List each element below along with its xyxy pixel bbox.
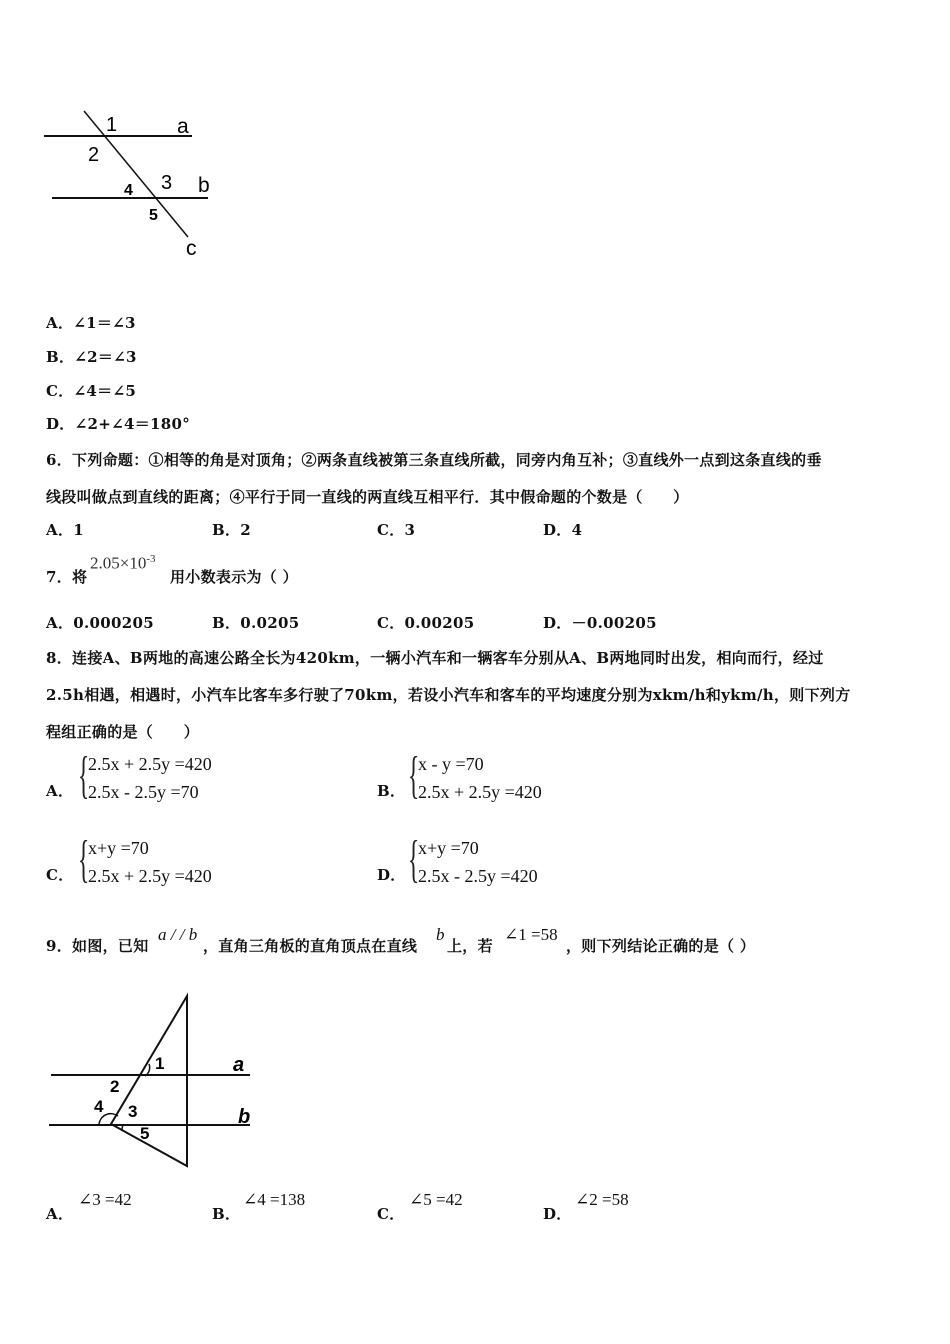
- q8-stem-line2: 2.5h相遇，相遇时，小汽车比客车多行驶了70km，若设小汽车和客车的平均速度分别为xkm/h和ykm/h，则下列方: [46, 686, 851, 704]
- q7-suffix: 用小数表示为（ ）: [170, 568, 298, 586]
- fig5-label-a: a: [177, 115, 189, 138]
- q9-mid: ，直角三角板的直角顶点在直线: [203, 937, 418, 955]
- q8-option-c-eq1: x+y =70: [88, 838, 149, 858]
- option-text: －0.00205: [571, 614, 657, 632]
- option-text: ∠2+∠4＝180°: [74, 415, 190, 433]
- q7-base: 10: [129, 553, 147, 573]
- q8-option-a-brace: {: [78, 747, 90, 804]
- option-letter: A．: [46, 614, 74, 632]
- q8-option-b-brace: {: [408, 747, 420, 804]
- option-letter: B．: [212, 521, 241, 539]
- option-letter: C．: [377, 521, 405, 539]
- q5-option-d[interactable]: [46, 413, 190, 434]
- q7-times: ×: [119, 553, 130, 573]
- q9-option-b-text[interactable]: ∠4 =138: [243, 1190, 306, 1209]
- q7-option-d[interactable]: [543, 612, 657, 633]
- q5-option-c[interactable]: [46, 380, 136, 401]
- q9-option-b-letter[interactable]: B．: [212, 1205, 241, 1223]
- q8-option-a-letter[interactable]: A．: [46, 782, 74, 800]
- option-letter: D．: [543, 521, 572, 539]
- q6-option-b[interactable]: [212, 519, 251, 540]
- q5-option-a[interactable]: [46, 312, 136, 333]
- q5-option-b[interactable]: [46, 346, 137, 367]
- fig5-label-2: 2: [88, 144, 100, 166]
- fig9-label-4: 4: [94, 1097, 104, 1116]
- option-letter: B．: [212, 614, 241, 632]
- q7-exponent: -3: [146, 553, 156, 565]
- q6-stem-line2: 线段叫做点到直线的距离；④平行于同一直线的两直线互相平行．其中假命题的个数是（ ）: [46, 488, 689, 506]
- option-text: ∠2＝∠3: [74, 348, 137, 366]
- q7-mantissa: 2.05: [90, 553, 120, 573]
- option-letter: C．: [46, 382, 74, 400]
- option-letter: A．: [46, 314, 74, 332]
- angle-5-arc: [122, 1125, 123, 1130]
- q7-option-c[interactable]: [377, 612, 475, 633]
- q8-option-d-brace: {: [408, 831, 420, 888]
- q7-option-b[interactable]: [212, 612, 300, 633]
- option-text: ∠1＝∠3: [73, 314, 136, 332]
- option-text: 2: [240, 521, 252, 539]
- option-text: 0.0205: [240, 614, 300, 632]
- q8-option-d-eq1: x+y =70: [418, 838, 479, 858]
- q9-prefix: 9．如图，已知: [46, 937, 149, 955]
- q9-option-d-letter[interactable]: D．: [543, 1205, 572, 1223]
- q6-option-c[interactable]: [377, 519, 415, 540]
- q8-stem-line3: 程组正确的是（ ）: [46, 723, 200, 741]
- q9-figure: [45, 990, 270, 1170]
- option-text: 0.000205: [73, 614, 154, 632]
- q7-scientific-notation: [90, 553, 156, 574]
- option-text: 0.00205: [404, 614, 475, 632]
- option-letter: C．: [377, 614, 405, 632]
- option-letter: D．: [543, 614, 572, 632]
- fig9-label-3: 3: [128, 1102, 138, 1121]
- q9-line-var: b: [436, 925, 445, 944]
- q8-option-c-system[interactable]: [88, 834, 212, 890]
- q9-mid2: 上，若: [447, 937, 493, 955]
- option-text: 1: [73, 521, 84, 539]
- option-letter: D．: [46, 415, 75, 433]
- q9-parallel-expr: a / / b: [158, 925, 198, 944]
- option-letter: B．: [46, 348, 75, 366]
- fig5-label-1: 1: [106, 114, 118, 136]
- fig5-label-4: 4: [124, 182, 133, 199]
- q8-stem-line1: 8．连接A、B两地的高速公路全长为420km，一辆小汽车和一辆客车分别从A、B两地同时出发，相向而行，经过: [46, 649, 824, 667]
- q9-option-a-letter[interactable]: A．: [46, 1205, 74, 1223]
- q8-option-b-eq2: 2.5x + 2.5y =420: [418, 782, 542, 802]
- q8-option-a-eq1: 2.5x + 2.5y =420: [88, 754, 212, 774]
- q8-option-c-brace: {: [78, 831, 90, 888]
- q8-option-a-system[interactable]: [88, 750, 212, 806]
- fig5-label-b: b: [198, 174, 210, 197]
- q6-option-a[interactable]: [46, 519, 84, 540]
- fig9-label-1: 1: [155, 1054, 165, 1073]
- fig5-label-5: 5: [149, 207, 158, 224]
- line-c: [84, 111, 188, 237]
- q8-option-b-system[interactable]: [418, 750, 542, 806]
- q8-option-b-eq1: x - y =70: [418, 754, 484, 774]
- option-text: ∠4＝∠5: [73, 382, 137, 400]
- q9-option-a-text[interactable]: ∠3 =42: [78, 1190, 132, 1209]
- q6-option-d[interactable]: [543, 519, 582, 540]
- q6-stem-line1: 6．下列命题：①相等的角是对顶角；②两条直线被第三条直线所截，同旁内角互补；③直线外一点到这条直线的垂: [46, 451, 822, 469]
- q8-option-d-eq2: 2.5x - 2.5y =420: [418, 866, 538, 886]
- option-letter: A．: [46, 521, 74, 539]
- fig5-label-c: c: [186, 237, 197, 260]
- q9-option-c-text[interactable]: ∠5 =42: [409, 1190, 463, 1209]
- q8-option-d-system[interactable]: [418, 834, 538, 890]
- q7-prefix: 7．将: [46, 568, 88, 586]
- q7-option-a[interactable]: [46, 612, 154, 633]
- q9-given-angle: ∠1 =58: [504, 925, 558, 944]
- q8-option-c-letter[interactable]: C．: [46, 866, 74, 884]
- option-text: 3: [404, 521, 416, 539]
- q8-option-d-letter[interactable]: D．: [377, 866, 406, 884]
- q9-suffix: ，则下列结论正确的是（ ）: [566, 937, 756, 955]
- q8-option-b-letter[interactable]: B．: [377, 782, 406, 800]
- fig9-label-2: 2: [110, 1077, 120, 1096]
- fig9-label-a: a: [233, 1054, 245, 1076]
- q5-figure: [40, 105, 230, 265]
- fig9-label-b: b: [238, 1106, 251, 1128]
- fig5-label-3: 3: [161, 172, 173, 194]
- q9-option-c-letter[interactable]: C．: [377, 1205, 405, 1223]
- option-text: 4: [571, 521, 583, 539]
- q8-option-c-eq2: 2.5x + 2.5y =420: [88, 866, 212, 886]
- q8-option-a-eq2: 2.5x - 2.5y =70: [88, 782, 199, 802]
- q9-option-d-text[interactable]: ∠2 =58: [575, 1190, 629, 1209]
- fig9-label-5: 5: [140, 1124, 150, 1143]
